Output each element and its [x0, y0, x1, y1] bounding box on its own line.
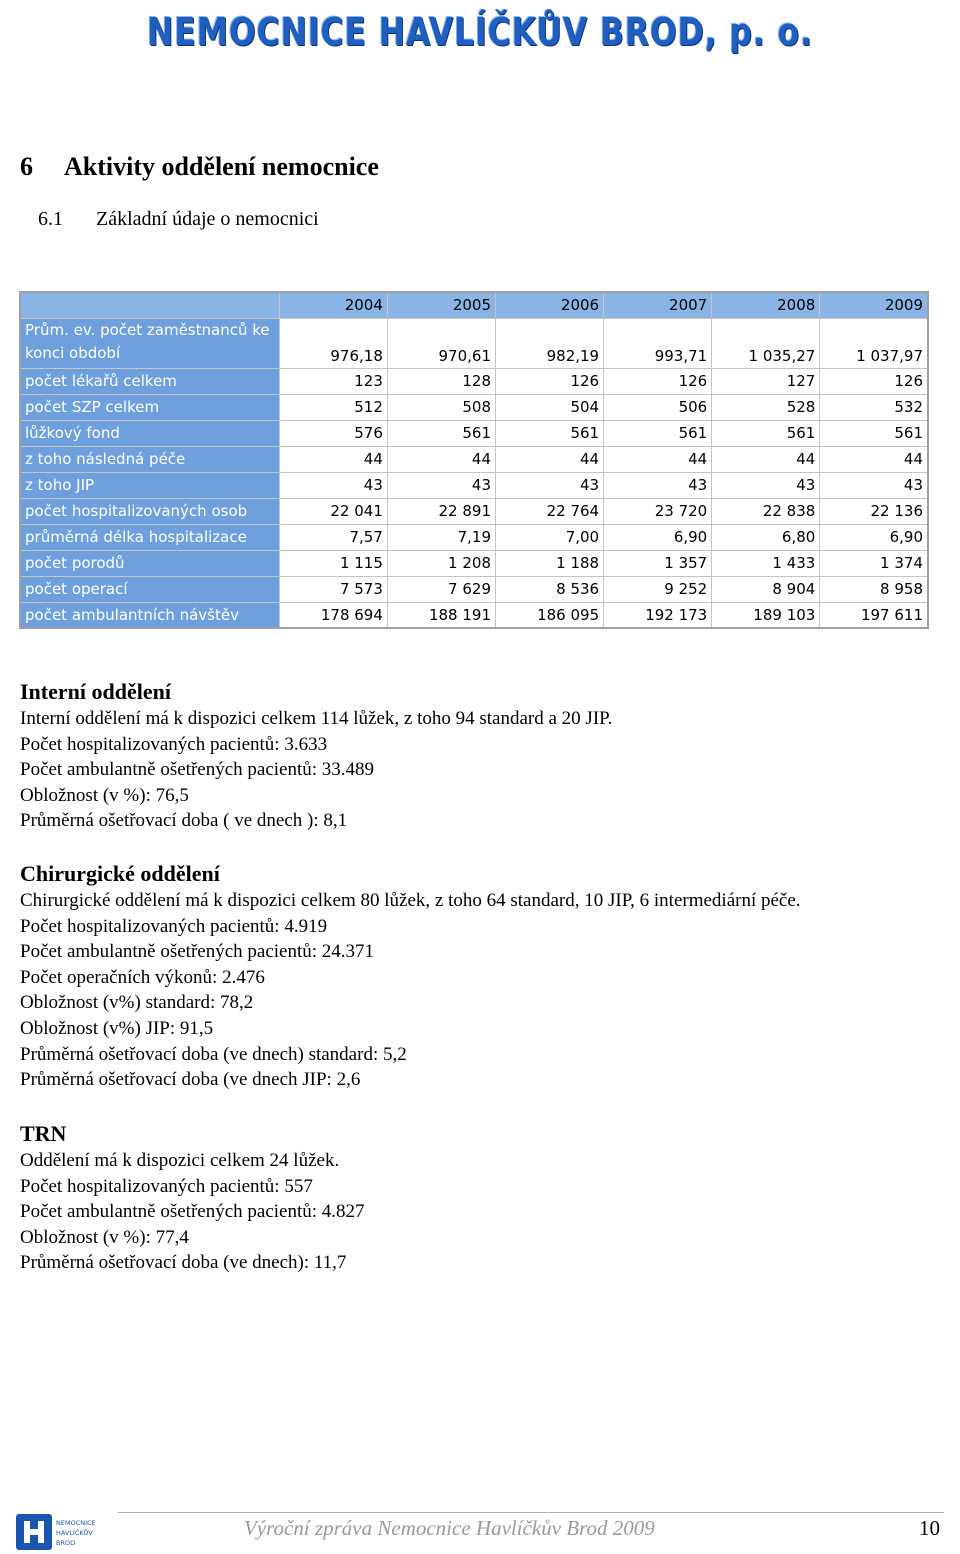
- table-cell: 43: [496, 472, 604, 498]
- table-cell: 43: [712, 472, 820, 498]
- table-cell: 7,57: [279, 524, 387, 550]
- text-line: Oddělení má k dispozici celkem 24 lůžek.: [20, 1150, 340, 1171]
- footer-divider: [118, 1512, 944, 1513]
- row-label: z toho JIP: [20, 472, 279, 498]
- table-corner-cell: [20, 292, 279, 318]
- table-row: [20, 550, 928, 576]
- table-cell: 1 357: [604, 550, 712, 576]
- table-cell: 1 035,27: [712, 318, 820, 368]
- table-cell: 512: [279, 394, 387, 420]
- row-label: počet ambulantních návštěv: [20, 602, 279, 628]
- row-label: průměrná délka hospitalizace: [20, 524, 279, 550]
- table-cell: 976,18: [279, 318, 387, 368]
- text-line: Počet ambulantně ošetřených pacientů: 4.827: [20, 1201, 365, 1223]
- text-line: Obložnost (v%) standard: 78,2: [20, 992, 254, 1014]
- text-line: Průměrná ošetřovací doba (ve dnech): 11,7: [20, 1252, 347, 1274]
- table-cell: 561: [712, 420, 820, 446]
- logo-text-line: NEMOCNICE: [56, 1519, 96, 1527]
- table-cell: 993,71: [604, 318, 712, 368]
- year-header-2009: 2009: [820, 292, 928, 318]
- text-line: Interní oddělení má k dispozici celkem 114 lůžek, z toho 94 standard a 20 JIP.: [20, 708, 613, 729]
- section-title: Základní údaje o nemocnici: [96, 208, 319, 230]
- table-cell: 1 374: [820, 550, 928, 576]
- row-label: počet operací: [20, 576, 279, 602]
- table-cell: 22 041: [279, 498, 387, 524]
- hospital-banner: [0, 0, 960, 68]
- table-cell: 1 037,97: [820, 318, 928, 368]
- table-cell: 192 173: [604, 602, 712, 628]
- table-row: [20, 602, 928, 628]
- table-cell: 128: [387, 368, 495, 394]
- table-cell: 43: [387, 472, 495, 498]
- section-interni: [20, 678, 612, 834]
- year-header-2005: 2005: [387, 292, 495, 318]
- table-cell: 44: [496, 446, 604, 472]
- chapter-number: 6: [20, 152, 33, 181]
- table-cell: 508: [387, 394, 495, 420]
- text-line: Počet operačních výkonů: 2.476: [20, 966, 265, 988]
- text-line: Průměrná ošetřovací doba (ve dnech JIP: 2,6: [20, 1069, 361, 1091]
- table-cell: 44: [604, 446, 712, 472]
- logo-text-line: HAVLÍČKŮV: [56, 1529, 93, 1537]
- table-cell: 7,19: [387, 524, 495, 550]
- table-cell: 6,90: [820, 524, 928, 550]
- section-chirurgicke: [20, 860, 801, 1093]
- row-label: lůžkový fond: [20, 420, 279, 446]
- table-cell: 1 188: [496, 550, 604, 576]
- chapter-title: Aktivity oddělení nemocnice: [64, 152, 379, 181]
- table-cell: 22 764: [496, 498, 604, 524]
- table-cell: 44: [387, 446, 495, 472]
- table-cell: 561: [604, 420, 712, 446]
- table-cell: 6,80: [712, 524, 820, 550]
- table-row: [20, 368, 928, 394]
- banner-text: NEMOCNICE HAVLÍČKŮV BROD, p. o.: [147, 10, 813, 54]
- section-number: 6.1: [38, 208, 63, 230]
- text-line: Obložnost (v %): 77,4: [20, 1226, 189, 1248]
- year-header-2006: 2006: [496, 292, 604, 318]
- table-cell: 22 891: [387, 498, 495, 524]
- table-cell: 8 904: [712, 576, 820, 602]
- table-cell: 7 629: [387, 576, 495, 602]
- table-cell: 189 103: [712, 602, 820, 628]
- text-line: Počet hospitalizovaných pacientů: 4.919: [20, 915, 328, 937]
- table-cell: 8 536: [496, 576, 604, 602]
- table-cell: 970,61: [387, 318, 495, 368]
- table-cell: 43: [279, 472, 387, 498]
- table-cell: 9 252: [604, 576, 712, 602]
- table-cell: 576: [279, 420, 387, 446]
- table-cell: 7,00: [496, 524, 604, 550]
- year-header-2004: 2004: [279, 292, 387, 318]
- table-cell: 44: [279, 446, 387, 472]
- table-cell: 126: [820, 368, 928, 394]
- table-cell: 561: [387, 420, 495, 446]
- row-label: z toho následná péče: [20, 446, 279, 472]
- row-label: počet SZP celkem: [20, 394, 279, 420]
- row-label: počet hospitalizovaných osob: [20, 498, 279, 524]
- text-line: Průměrná ošetřovací doba (ve dnech) standard: 5,2: [20, 1043, 407, 1065]
- text-line: Chirurgické oddělení má k dispozici celkem 80 lůžek, z toho 64 standard, 10 JIP, 6 intermediární péče.: [20, 890, 801, 911]
- year-header-2007: 2007: [604, 292, 712, 318]
- logo-text-line: BROD: [56, 1539, 76, 1547]
- table-cell: 188 191: [387, 602, 495, 628]
- section-title-trn: TRN: [20, 1121, 67, 1146]
- table-row: [20, 472, 928, 498]
- table-cell: 506: [604, 394, 712, 420]
- table-cell: 178 694: [279, 602, 387, 628]
- row-label: Prům. ev. počet zaměstnanců ke konci období: [20, 318, 279, 368]
- table-cell: 561: [496, 420, 604, 446]
- section-heading: [38, 208, 319, 231]
- table-cell: 22 136: [820, 498, 928, 524]
- text-line: Počet ambulantně ošetřených pacientů: 33.489: [20, 759, 375, 781]
- table-cell: 126: [604, 368, 712, 394]
- table-row: [20, 394, 928, 420]
- text-line: Obložnost (v%) JIP: 91,5: [20, 1017, 214, 1039]
- text-line: Průměrná ošetřovací doba ( ve dnech ): 8,1: [20, 810, 348, 832]
- table-cell: 1 433: [712, 550, 820, 576]
- chapter-heading: [20, 152, 379, 182]
- table-cell: 8 958: [820, 576, 928, 602]
- table-header-row: [20, 292, 928, 318]
- table-row: [20, 576, 928, 602]
- table-cell: 1 115: [279, 550, 387, 576]
- table-row: [20, 420, 928, 446]
- table-cell: 23 720: [604, 498, 712, 524]
- footer-title: Výroční zpráva Nemocnice Havlíčkův Brod 2009: [244, 1516, 655, 1540]
- table-cell: 44: [820, 446, 928, 472]
- text-line: Počet ambulantně ošetřených pacientů: 24.371: [20, 941, 375, 963]
- table-cell: 126: [496, 368, 604, 394]
- hospital-stats-table: [19, 291, 929, 629]
- table-cell: 532: [820, 394, 928, 420]
- hospital-logo-icon: [16, 1512, 108, 1552]
- table-cell: 186 095: [496, 602, 604, 628]
- table-cell: 44: [712, 446, 820, 472]
- table-cell: 528: [712, 394, 820, 420]
- table-cell: 127: [712, 368, 820, 394]
- table-row: [20, 498, 928, 524]
- table-row: [20, 318, 928, 368]
- row-label: počet porodů: [20, 550, 279, 576]
- year-header-2008: 2008: [712, 292, 820, 318]
- table-cell: 982,19: [496, 318, 604, 368]
- text-line: Počet hospitalizovaných pacientů: 557: [20, 1175, 313, 1197]
- page-number: 10: [919, 1516, 940, 1540]
- section-title-chirurgicke: Chirurgické oddělení: [20, 861, 220, 886]
- table-row: [20, 446, 928, 472]
- table-row: [20, 524, 928, 550]
- section-trn: [20, 1120, 365, 1276]
- table-cell: 123: [279, 368, 387, 394]
- table-cell: 43: [604, 472, 712, 498]
- table-cell: 22 838: [712, 498, 820, 524]
- table-cell: 197 611: [820, 602, 928, 628]
- table-cell: 6,90: [604, 524, 712, 550]
- table-cell: 1 208: [387, 550, 495, 576]
- table-cell: 504: [496, 394, 604, 420]
- text-line: Počet hospitalizovaných pacientů: 3.633: [20, 733, 328, 755]
- section-title-interni: Interní oddělení: [20, 679, 171, 704]
- row-label: počet lékařů celkem: [20, 368, 279, 394]
- table-cell: 7 573: [279, 576, 387, 602]
- text-line: Obložnost (v %): 76,5: [20, 784, 189, 806]
- table-cell: 43: [820, 472, 928, 498]
- table-cell: 561: [820, 420, 928, 446]
